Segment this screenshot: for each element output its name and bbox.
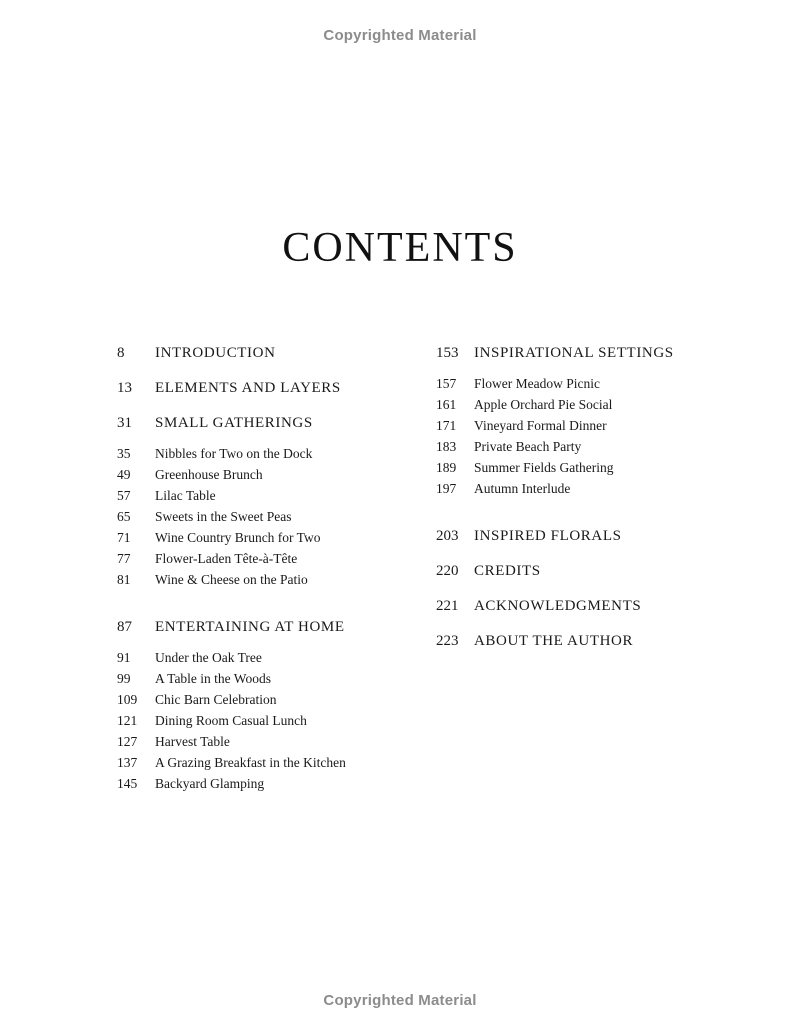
section-title: SMALL GATHERINGS <box>155 415 313 431</box>
page-number: 127 <box>117 734 138 749</box>
page-number: 77 <box>117 551 131 566</box>
page-number: 91 <box>117 650 131 665</box>
toc-item[interactable] <box>436 397 736 418</box>
item-title: Chic Barn Celebration <box>155 692 277 707</box>
toc-item[interactable] <box>117 755 417 776</box>
page-number: 221 <box>436 598 459 614</box>
page-number: 153 <box>436 345 459 361</box>
page-number: 220 <box>436 563 459 579</box>
toc-entry-acknowledgments[interactable] <box>436 598 736 618</box>
page-number: 161 <box>436 397 457 412</box>
toc-item[interactable] <box>117 650 417 671</box>
toc-entry-elements-and-layers[interactable] <box>117 380 417 400</box>
item-title: Backyard Glamping <box>155 776 265 791</box>
toc-item[interactable] <box>436 376 736 397</box>
page-number: 157 <box>436 376 457 391</box>
section-title: INSPIRATIONAL SETTINGS <box>474 345 674 361</box>
section-title: CREDITS <box>474 563 541 579</box>
item-title: Greenhouse Brunch <box>155 467 263 482</box>
page-number: 109 <box>117 692 138 707</box>
toc-item[interactable] <box>436 460 736 481</box>
item-title: Flower Meadow Picnic <box>474 376 600 391</box>
toc-item[interactable] <box>117 734 417 755</box>
page-number: 145 <box>117 776 138 791</box>
toc-entry-inspired-florals[interactable] <box>436 528 736 548</box>
watermark-top: Copyrighted Material <box>323 27 477 44</box>
page-number: 137 <box>117 755 138 770</box>
section-title: ELEMENTS AND LAYERS <box>155 380 341 396</box>
toc-item[interactable] <box>117 776 417 797</box>
watermark-bottom: Copyrighted Material <box>323 992 477 1009</box>
page-number: 189 <box>436 460 457 475</box>
toc-item[interactable] <box>117 446 417 467</box>
section-title: ABOUT THE AUTHOR <box>474 633 634 649</box>
item-title: Vineyard Formal Dinner <box>474 418 607 433</box>
inspirational-settings-list <box>436 376 736 502</box>
item-title: A Grazing Breakfast in the Kitchen <box>155 755 346 770</box>
toc-item[interactable] <box>117 551 417 572</box>
item-title: Sweets in the Sweet Peas <box>155 509 292 524</box>
item-title: Dining Room Casual Lunch <box>155 713 307 728</box>
page-number: 49 <box>117 467 131 482</box>
item-title: Autumn Interlude <box>474 481 571 496</box>
toc-item[interactable] <box>117 467 417 488</box>
toc-item[interactable] <box>117 572 417 593</box>
page-number: 121 <box>117 713 138 728</box>
section-title: ENTERTAINING AT HOME <box>155 619 345 635</box>
item-title: Lilac Table <box>155 488 216 503</box>
toc-entry-inspirational-settings[interactable] <box>436 345 736 365</box>
toc-entry-small-gatherings[interactable] <box>117 415 417 435</box>
page-number: 31 <box>117 415 132 431</box>
toc-item[interactable] <box>436 418 736 439</box>
page-number: 99 <box>117 671 131 686</box>
item-title: Wine Country Brunch for Two <box>155 530 321 545</box>
page-number: 223 <box>436 633 459 649</box>
toc-left-column <box>117 345 417 797</box>
item-title: Nibbles for Two on the Dock <box>155 446 313 461</box>
toc-item[interactable] <box>117 671 417 692</box>
item-title: Private Beach Party <box>474 439 582 454</box>
page-number: 87 <box>117 619 132 635</box>
toc-item[interactable] <box>117 530 417 551</box>
toc-right-column <box>436 345 736 668</box>
page-number: 171 <box>436 418 457 433</box>
page-number: 203 <box>436 528 459 544</box>
page-number: 57 <box>117 488 131 503</box>
toc-entry-introduction[interactable] <box>117 345 417 365</box>
page-number: 35 <box>117 446 131 461</box>
small-gatherings-list <box>117 446 417 593</box>
item-title: Under the Oak Tree <box>155 650 262 665</box>
toc-item[interactable] <box>436 439 736 460</box>
item-title: Wine & Cheese on the Patio <box>155 572 308 587</box>
page-number: 71 <box>117 530 131 545</box>
toc-item[interactable] <box>436 481 736 502</box>
toc-item[interactable] <box>117 509 417 530</box>
page-number: 81 <box>117 572 131 587</box>
toc-entry-entertaining-at-home[interactable] <box>117 619 417 639</box>
item-title: Harvest Table <box>155 734 230 749</box>
item-title: Summer Fields Gathering <box>474 460 614 475</box>
entertaining-list <box>117 650 417 797</box>
page-title: CONTENTS <box>282 225 518 271</box>
page-number: 8 <box>117 345 125 361</box>
toc-item[interactable] <box>117 488 417 509</box>
toc-item[interactable] <box>117 713 417 734</box>
section-title: ACKNOWLEDGMENTS <box>474 598 642 614</box>
section-title: INSPIRED FLORALS <box>474 528 622 544</box>
item-title: A Table in the Woods <box>155 671 271 686</box>
page-number: 197 <box>436 481 457 496</box>
toc-item[interactable] <box>117 692 417 713</box>
page-number: 183 <box>436 439 457 454</box>
page-number: 13 <box>117 380 132 396</box>
toc-entry-about-the-author[interactable] <box>436 633 736 653</box>
page-number: 65 <box>117 509 131 524</box>
section-title: INTRODUCTION <box>155 345 276 361</box>
toc-entry-credits[interactable] <box>436 563 736 583</box>
item-title: Apple Orchard Pie Social <box>474 397 613 412</box>
item-title: Flower-Laden Tête-à-Tête <box>155 551 298 566</box>
